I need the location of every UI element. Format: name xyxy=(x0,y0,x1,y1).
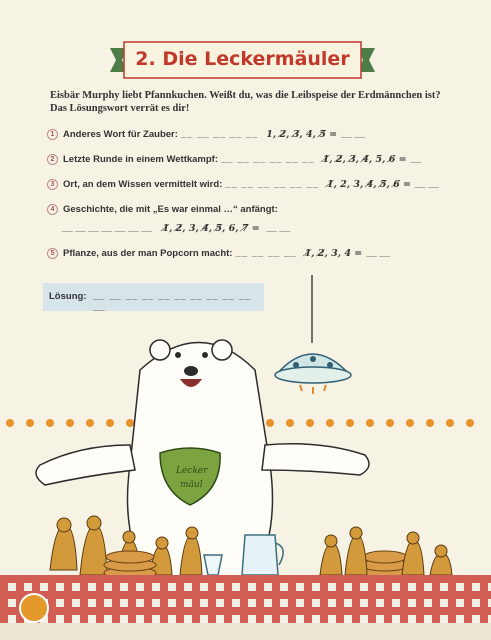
letter-code: 1̸, 2̸, 3̸, 4̸, 5, 6̸ = xyxy=(322,154,407,165)
lamp-icon xyxy=(275,275,351,394)
answer-blanks[interactable]: __ __ __ __ __ __ xyxy=(221,154,315,165)
intro-line-1: Eisbär Murphy liebt Pfannkuchen. Weißt du, was die Leibspeise der Erdmännchen ist? xyxy=(50,90,441,101)
question-number: 5 xyxy=(47,248,58,259)
letter-code: 1, 2̸, 3̸, 4, 5̸ = xyxy=(266,129,338,140)
question-text: Pflanze, aus der man Popcorn macht: xyxy=(63,248,233,259)
question-text: Geschichte, die mit „Es war einmal …“ anfängt: xyxy=(63,204,278,215)
question-3 xyxy=(47,179,439,190)
page-title: 2. Die Leckermäuler xyxy=(135,48,350,70)
answer-blanks[interactable]: __ __ __ __ __ __ __ xyxy=(62,223,152,234)
intro-text xyxy=(50,89,450,115)
answer-blanks[interactable]: __ __ __ __ xyxy=(235,248,297,259)
answer-blanks[interactable]: __ __ __ __ __ xyxy=(180,129,259,140)
question-5 xyxy=(47,248,390,259)
question-number: 1 xyxy=(47,129,58,140)
tablecloth xyxy=(0,575,491,640)
question-2 xyxy=(47,154,421,165)
question-1 xyxy=(47,129,365,140)
question-4 xyxy=(47,204,278,215)
question-4-answer-line xyxy=(62,223,290,234)
question-text: Ort, an dem Wissen vermittelt wird: xyxy=(63,179,223,190)
bib-text-2: mäul xyxy=(180,480,203,490)
jug-icon xyxy=(242,535,283,575)
solution-label: Lösung: xyxy=(49,291,87,302)
answer-blanks[interactable]: __ __ __ __ __ __ xyxy=(225,179,319,190)
result-blanks[interactable]: __ __ xyxy=(341,129,365,141)
question-text: Letzte Runde in einem Wettkampf: xyxy=(63,154,219,165)
illustration xyxy=(0,275,491,640)
solution-blanks[interactable]: __ __ __ __ __ __ __ __ __ __ __ xyxy=(93,291,252,313)
page-badge xyxy=(19,593,49,623)
result-blanks[interactable]: __ __ xyxy=(414,179,439,191)
result-blanks[interactable]: __ __ xyxy=(366,248,390,260)
intro-line-2: Das Lösungswort verrät es dir! xyxy=(50,103,190,114)
question-number: 4 xyxy=(47,204,58,215)
letter-code: 1̸, 2̸, 3, 4̸, 5̸, 6, 7̸ = xyxy=(162,223,260,234)
letter-code: 1̸, 2̸, 3, 4 = xyxy=(304,248,363,259)
result-blanks[interactable]: __ __ xyxy=(266,223,291,234)
glass-icon xyxy=(204,555,222,575)
letter-code: 1̸, 2, 3, 4̸, 5̸, 6̸ = xyxy=(326,179,411,190)
question-text: Anderes Wort für Zauber: xyxy=(63,129,178,140)
bib-text-1: Lecker xyxy=(176,466,208,476)
question-number: 3 xyxy=(47,179,58,190)
result-blanks[interactable]: __ xyxy=(410,154,422,166)
question-number: 2 xyxy=(47,154,58,165)
